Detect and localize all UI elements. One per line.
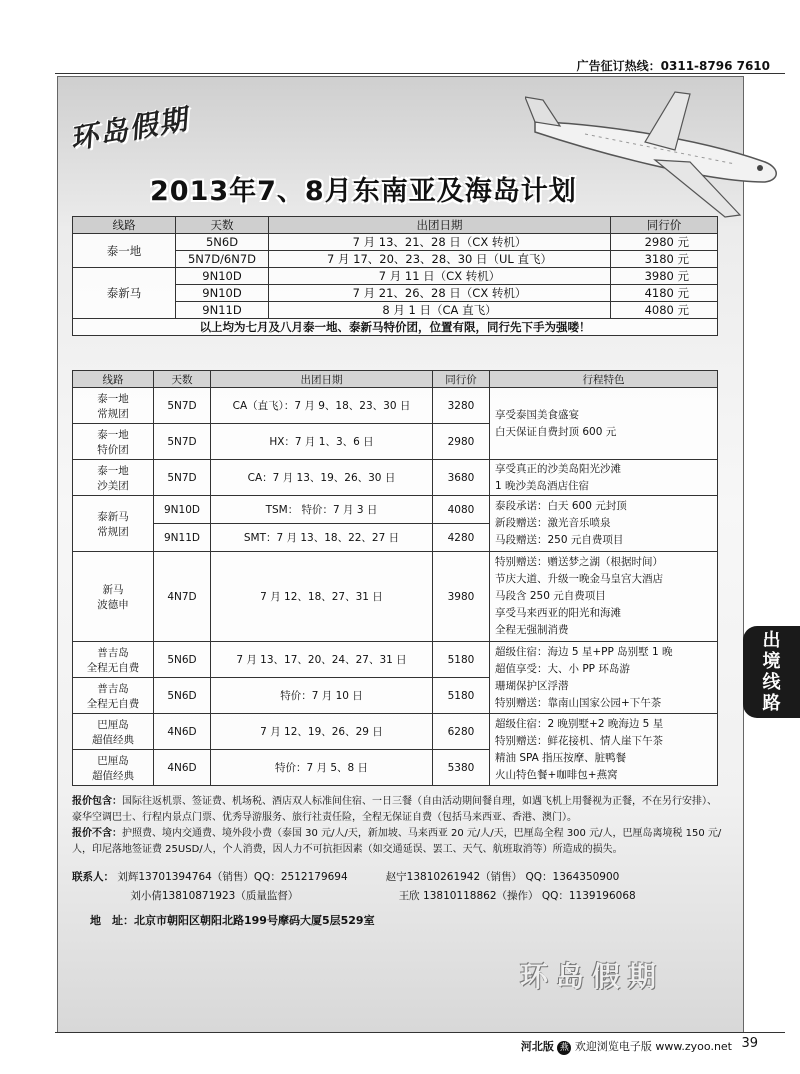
- table-row: [73, 496, 718, 524]
- feature-cell: 超级住宿：2 晚别墅+2 晚海边 5 星 特别赠送：鲜花接机、情人崖下午茶 精油 SPA 指压按摩、脏鸭餐 火山特色餐+咖啡包+燕窝: [490, 714, 718, 786]
- price-table-summer-specials: [72, 216, 718, 336]
- header-divider: [55, 73, 785, 74]
- includes-text: 国际往返机票、签证费、机场税、酒店双人标准间住宿、一日三餐（自由活动期间餐自理，如遇飞机上用餐视为正餐，不在另行安排）、豪华空调巴士、行程内景点门票、优秀导游服务、旅行社责任险，全程无保证自费（包括马来西亚、香港、澳门）。: [72, 796, 717, 823]
- address-text: 北京市朝阳区朝阳北路199号摩码大厦5层529室: [134, 914, 375, 927]
- dates-cell: 7 月 13、17、20、24、27、31 日: [211, 642, 433, 678]
- days-cell: 5N6D: [154, 642, 211, 678]
- price-cell: 3180 元: [611, 251, 718, 268]
- feature-cell: 享受真正的沙美岛阳光沙滩 1 晚沙美岛酒店住宿: [490, 460, 718, 496]
- days-cell: 5N7D: [154, 424, 211, 460]
- price-excludes: [72, 826, 722, 858]
- route-cell: 泰一地: [73, 234, 176, 268]
- price-cell: 5180: [433, 642, 490, 678]
- table-row: [73, 552, 718, 642]
- route-cell: 泰新马: [73, 268, 176, 319]
- contact-1: 刘辉13701394764（销售）QQ：2512179694: [117, 871, 348, 883]
- excludes-text: 护照费、境内交通费、境外段小费（泰国 30 元/人/天，新加坡、马来西亚 20 元/人/天，巴厘岛全程 300 元/人，巴厘岛离境税 150 元/人，印尼落地签证费 25USD/人，个人消费，因人力不可抗拒因素（如交通延误、罢工、天气、航班取消等）所造成的损失。: [72, 828, 722, 855]
- days-cell: 9N10D: [154, 496, 211, 524]
- feature-cell: 特别赠送：赠送梦之湖（根据时间） 节庆大道、升级一晚金马皇宫大酒店 马段含 250 元自费项目 享受马来西亚的阳光和海滩 全程无强制消费: [490, 552, 718, 642]
- includes-label: 报价包含：: [72, 796, 122, 807]
- table-row: [73, 460, 718, 496]
- dates-cell: 7 月 11 日（CX 转机）: [269, 268, 611, 285]
- dates-cell: 特价：7 月 5、8 日: [211, 750, 433, 786]
- contact-block: [72, 868, 636, 906]
- price-cell: 5380: [433, 750, 490, 786]
- page-footer: [521, 1038, 732, 1055]
- route-cell: 泰一地 特价团: [73, 424, 154, 460]
- days-cell: 9N11D: [154, 524, 211, 552]
- days-cell: 9N10D: [176, 285, 269, 302]
- route-cell: 泰一地 沙美团: [73, 460, 154, 496]
- sidetab-char: 线: [762, 672, 781, 693]
- dates-cell: 7 月 12、18、27、31 日: [211, 552, 433, 642]
- price-includes: [72, 794, 722, 826]
- header-dates: 出团日期: [211, 371, 433, 388]
- feature-cell: 享受泰国美食盛宴 白天保证自费封顶 600 元: [490, 388, 718, 460]
- table-header-row: [73, 371, 718, 388]
- header-price: 同行价: [611, 217, 718, 234]
- table-footer-row: [73, 319, 718, 336]
- excludes-label: 报价不含：: [72, 828, 122, 839]
- dates-cell: HX：7 月 1、3、6 日: [211, 424, 433, 460]
- price-cell: 4080: [433, 496, 490, 524]
- days-cell: 5N7D/6N7D: [176, 251, 269, 268]
- dates-cell: 特价：7 月 10 日: [211, 678, 433, 714]
- sidetab-char: 境: [762, 651, 781, 672]
- price-cell: 3680: [433, 460, 490, 496]
- price-cell: 6280: [433, 714, 490, 750]
- route-cell: 泰新马 常规团: [73, 496, 154, 552]
- contact-3: 刘小倩13810871923（质量监督）: [130, 890, 299, 902]
- contact-2: 赵宁13810261942（销售） QQ：1364350900: [385, 871, 620, 883]
- feature-cell: 泰段承诺：白天 600 元封顶 新段赠送：激光音乐喷泉 马段赠送：250 元自费项目: [490, 496, 718, 552]
- days-cell: 5N6D: [176, 234, 269, 251]
- route-cell: 普吉岛 全程无自费: [73, 642, 154, 678]
- header-days: 天数: [176, 217, 269, 234]
- dates-cell: CA（直飞）：7 月 9、18、23、30 日: [211, 388, 433, 424]
- price-cell: 3280: [433, 388, 490, 424]
- price-cell: 4280: [433, 524, 490, 552]
- route-cell: 巴厘岛 超值经典: [73, 750, 154, 786]
- feature-cell: 超级住宿：海边 5 星+PP 岛别墅 1 晚 超值享受：大、小 PP 环岛游 珊瑚保护区浮潜 特别赠送：靠南山国家公园+下午茶: [490, 642, 718, 714]
- brand-logo-text: 环岛假期: [67, 102, 192, 156]
- contact-row: [72, 868, 636, 887]
- header-days: 天数: [154, 371, 211, 388]
- route-cell: 普吉岛 全程无自费: [73, 678, 154, 714]
- price-cell: 2980: [433, 424, 490, 460]
- promo-note: 以上均为七月及八月泰一地、泰新马特价团，位置有限，同行先下手为强喽！: [73, 319, 718, 336]
- days-cell: 5N6D: [154, 678, 211, 714]
- table-row: [73, 714, 718, 750]
- address-label: 地 址：: [90, 914, 134, 927]
- ad-hotline: 广告征订热线：0311-8796 7610: [576, 59, 770, 73]
- table-row: [73, 388, 718, 424]
- days-cell: 4N6D: [154, 750, 211, 786]
- page-title: 2013年7、8月东南亚及海岛计划: [150, 176, 577, 207]
- price-cell: 4080 元: [611, 302, 718, 319]
- dates-cell: CA：7 月 13、19、26、30 日: [211, 460, 433, 496]
- sidetab-char: 路: [762, 693, 781, 714]
- days-cell: 5N7D: [154, 460, 211, 496]
- dates-cell: 7 月 21、26、28 日（CX 转机）: [269, 285, 611, 302]
- itinerary-table: [72, 370, 718, 786]
- header-route: 线路: [73, 371, 154, 388]
- dates-cell: 7 月 12、19、26、29 日: [211, 714, 433, 750]
- table-row: [73, 234, 718, 251]
- header-route: 线路: [73, 217, 176, 234]
- route-cell: 泰一地 常规团: [73, 388, 154, 424]
- paper-edition: 河北版: [520, 1040, 554, 1053]
- route-cell: 新马 波德申: [73, 552, 154, 642]
- bottom-brand-text: 环岛假期: [520, 960, 665, 993]
- contact-4: 王欣 13810118862（操作） QQ：1139196068: [398, 890, 636, 902]
- dates-cell: TSM： 特价：7 月 3 日: [211, 496, 433, 524]
- days-cell: 5N7D: [154, 388, 211, 424]
- days-cell: 4N6D: [154, 714, 211, 750]
- footer-link-text[interactable]: 欢迎浏览电子版 www.zyoo.net: [574, 1040, 732, 1053]
- table-header-row: [73, 217, 718, 234]
- header-features: 行程特色: [490, 371, 718, 388]
- route-cell: 巴厘岛 超值经典: [73, 714, 154, 750]
- dates-cell: SMT：7 月 13、18、22、27 日: [211, 524, 433, 552]
- section-tab-outbound: [743, 626, 800, 718]
- yan-badge-icon: 燕: [557, 1041, 571, 1055]
- dates-cell: 7 月 13、21、28 日（CX 转机）: [269, 234, 611, 251]
- page-number: 39: [741, 1036, 758, 1051]
- days-cell: 4N7D: [154, 552, 211, 642]
- price-cell: 2980 元: [611, 234, 718, 251]
- price-cell: 3980 元: [611, 268, 718, 285]
- footer-divider: [55, 1032, 785, 1033]
- address-line: [90, 912, 375, 928]
- days-cell: 9N10D: [176, 268, 269, 285]
- price-cell: 4180 元: [611, 285, 718, 302]
- days-cell: 9N11D: [176, 302, 269, 319]
- price-notes: [72, 794, 722, 858]
- header-price: 同行价: [433, 371, 490, 388]
- dates-cell: 8 月 1 日（CA 直飞）: [269, 302, 611, 319]
- price-cell: 3980: [433, 552, 490, 642]
- contact-label: 联系人：: [72, 871, 114, 883]
- sidetab-char: 出: [762, 630, 781, 651]
- dates-cell: 7 月 17、20、23、28、30 日（UL 直飞）: [269, 251, 611, 268]
- table-row: [73, 268, 718, 285]
- contact-row: [72, 887, 636, 906]
- header-dates: 出团日期: [269, 217, 611, 234]
- table-row: [73, 642, 718, 678]
- price-cell: 5180: [433, 678, 490, 714]
